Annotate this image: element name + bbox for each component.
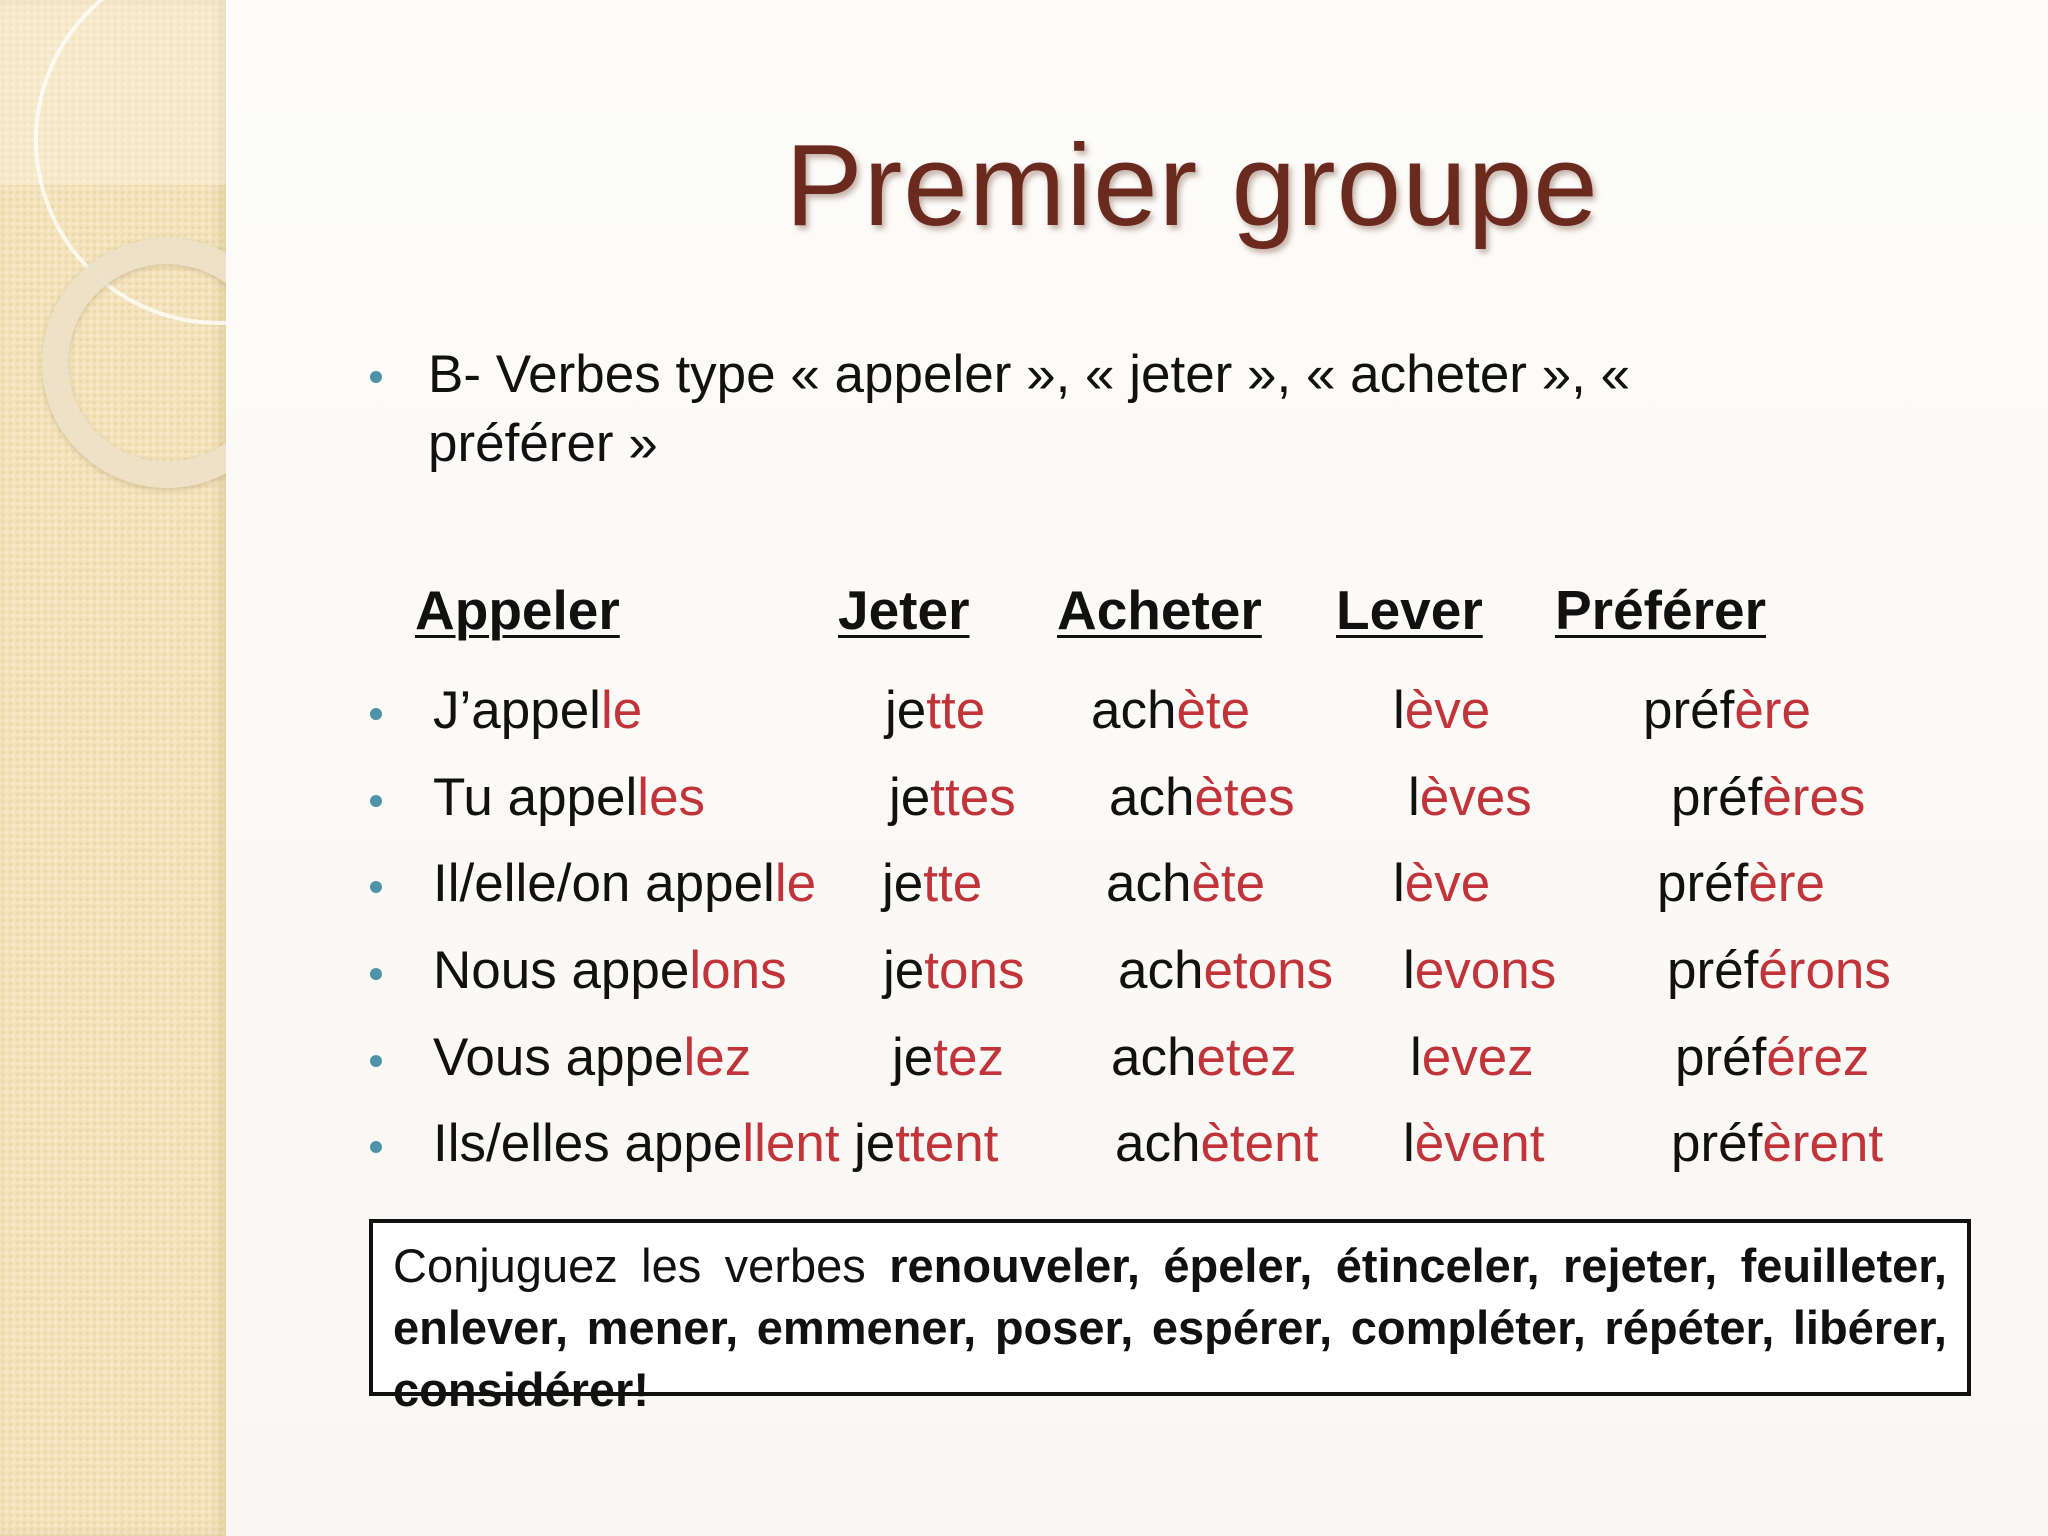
pronoun: Il/elle/on — [433, 854, 646, 913]
verb-stem: l — [1393, 681, 1405, 740]
verb-stem: je — [892, 1028, 934, 1087]
decorative-side-band — [0, 0, 226, 1536]
verb-stem: appel — [645, 854, 775, 913]
verb-ending: le — [600, 681, 643, 740]
pronoun: Ils/elles — [433, 1114, 625, 1173]
conjugation-preferer — [1675, 1027, 1869, 1088]
conjugation-lever — [1410, 1027, 1534, 1088]
conjugation-preferer — [1667, 940, 1891, 1001]
verb-stem: l — [1393, 854, 1405, 913]
verb-ending: tons — [924, 941, 1025, 1000]
conjugation-jeter — [883, 940, 1024, 1001]
conjugation-acheter — [1115, 1113, 1318, 1174]
verb-stem: préf — [1643, 681, 1735, 740]
verb-stem: je — [883, 941, 925, 1000]
column-header-preferer: Préférer — [1555, 579, 1766, 641]
conjugation-appeler — [433, 680, 642, 741]
conjugation-appeler — [433, 1027, 751, 1088]
verb-ending: ètent — [1200, 1114, 1319, 1173]
conjugation-jeter — [885, 680, 985, 741]
conjugation-jeter — [882, 853, 982, 914]
verb-ending: ères — [1762, 768, 1866, 827]
column-header-lever: Lever — [1336, 579, 1483, 641]
verb-ending: evons — [1414, 941, 1557, 1000]
conjugation-lever — [1403, 1113, 1544, 1174]
pronoun: Tu — [433, 768, 508, 827]
conjugation-acheter — [1109, 767, 1295, 828]
conjugation-lever — [1393, 853, 1490, 914]
verb-ending: ttent — [895, 1114, 999, 1173]
conjugation-preferer — [1643, 680, 1811, 741]
conjugation-appeler — [433, 767, 705, 828]
slide-title: Premier groupe — [785, 120, 1599, 250]
verb-ending: ète — [1191, 854, 1266, 913]
bullet-icon — [370, 1141, 382, 1153]
conjugation-preferer — [1657, 853, 1825, 914]
verb-stem: ach — [1091, 681, 1177, 740]
verb-stem: ach — [1115, 1114, 1201, 1173]
column-header-acheter: Acheter — [1057, 579, 1262, 641]
verb-ending: tte — [926, 681, 986, 740]
conjugation-lever — [1408, 767, 1532, 828]
verb-ending: evez — [1421, 1028, 1534, 1087]
verb-stem: ach — [1109, 768, 1195, 827]
bullet-icon — [370, 1055, 382, 1067]
verb-ending: llent — [742, 1114, 840, 1173]
conjugation-appeler — [433, 1113, 840, 1174]
conjugation-lever — [1403, 940, 1556, 1001]
conjugation-acheter — [1118, 940, 1333, 1001]
verb-ending: etons — [1203, 941, 1334, 1000]
verb-stem: appe — [624, 1114, 743, 1173]
verb-stem: appe — [571, 941, 690, 1000]
verb-ending: ètes — [1194, 768, 1295, 827]
conjugation-jeter — [854, 1113, 998, 1174]
verb-ending: tte — [923, 854, 983, 913]
conjugation-acheter — [1111, 1027, 1297, 1088]
exercise-box — [369, 1219, 1971, 1416]
column-header-jeter: Jeter — [838, 579, 970, 641]
verb-stem: ach — [1118, 941, 1204, 1000]
exercise-verb-list: renouveler, épeler, étinceler, rejeter, feuilleter, enlever, mener, emmener, poser, espérer, compléter, répéter, libérer, considérer! — [393, 1239, 1947, 1416]
verb-ending: etez — [1196, 1028, 1297, 1087]
verb-ending: ère — [1734, 681, 1811, 740]
verb-stem: ach — [1106, 854, 1192, 913]
verb-stem: ach — [1111, 1028, 1197, 1087]
conjugation-appeler — [433, 940, 787, 1001]
conjugation-lever — [1393, 680, 1490, 741]
conjugation-appeler — [433, 853, 816, 914]
verb-ending: lons — [689, 941, 787, 1000]
verb-ending: ève — [1404, 681, 1491, 740]
conjugation-preferer — [1671, 1113, 1883, 1174]
bullet-icon — [370, 881, 382, 893]
exercise-intro: Conjuguez les verbes — [393, 1239, 890, 1292]
verb-stem: je — [889, 768, 931, 827]
bullet-icon — [370, 795, 382, 807]
verb-stem: l — [1403, 941, 1415, 1000]
verb-ending: ttes — [930, 768, 1016, 827]
verb-stem: appe — [565, 1028, 684, 1087]
verb-ending: érez — [1766, 1028, 1870, 1087]
conjugation-jeter — [892, 1027, 1004, 1088]
verb-stem: appel — [507, 768, 638, 827]
verb-ending: ère — [1748, 854, 1825, 913]
conjugation-preferer — [1671, 767, 1865, 828]
verb-stem: préf — [1657, 854, 1749, 913]
decorative-ring — [42, 238, 226, 488]
intro-bullet-text: B- Verbes type « appeler », « jeter », « acheter », « préférer » — [428, 345, 1631, 473]
pronoun: Nous — [433, 941, 572, 1000]
verb-stem: je — [885, 681, 927, 740]
conjugation-acheter — [1106, 853, 1265, 914]
verb-ending: èvent — [1414, 1114, 1545, 1173]
verb-stem: je — [854, 1114, 896, 1173]
verb-ending: le — [774, 854, 817, 913]
verb-stem: je — [882, 854, 924, 913]
verb-stem: appel — [471, 681, 601, 740]
verb-stem: préf — [1675, 1028, 1767, 1087]
conjugation-acheter — [1091, 680, 1250, 741]
verb-ending: èves — [1419, 768, 1532, 827]
pronoun: J’ — [433, 681, 472, 740]
verb-stem: préf — [1671, 1114, 1763, 1173]
bullet-icon — [370, 968, 382, 980]
bullet-icon — [370, 371, 382, 383]
verb-ending: ète — [1176, 681, 1251, 740]
bullet-icon — [370, 708, 382, 720]
verb-ending: lez — [683, 1028, 752, 1087]
verb-ending: érons — [1758, 941, 1891, 1000]
verb-ending: èrent — [1762, 1114, 1884, 1173]
pronoun: Vous — [433, 1028, 566, 1087]
verb-stem: l — [1403, 1114, 1415, 1173]
verb-stem: l — [1408, 768, 1420, 827]
verb-ending: tez — [933, 1028, 1004, 1087]
verb-stem: préf — [1667, 941, 1759, 1000]
verb-stem: l — [1410, 1028, 1422, 1087]
verb-ending: les — [637, 768, 706, 827]
conjugation-jeter — [889, 767, 1016, 828]
verb-ending: ève — [1404, 854, 1491, 913]
column-header-appeler: Appeler — [415, 579, 620, 641]
verb-stem: préf — [1671, 768, 1763, 827]
